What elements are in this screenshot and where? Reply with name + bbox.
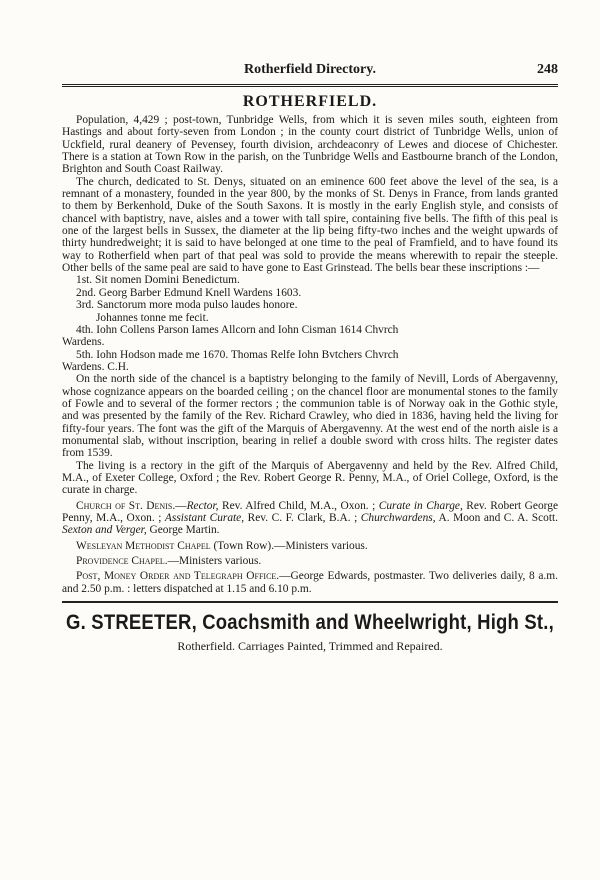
rector-label: Rector, bbox=[186, 499, 219, 512]
inscription-2: 2nd. Georg Barber Edmund Knell Wardens 1603. bbox=[76, 286, 302, 299]
running-head bbox=[62, 60, 558, 80]
church-heading: Church of St. Denis. bbox=[76, 499, 176, 512]
entry-church bbox=[62, 500, 558, 537]
church-text-6: George Martin. bbox=[146, 524, 220, 537]
inscription-5: 5th. Iohn Hodson made me 1670. Thomas Relfe Iohn Bvtchers Chvrch bbox=[76, 348, 399, 361]
church-text-5: A. Moon and C. A. Scott. bbox=[435, 512, 558, 524]
inscription-1: 1st. Sit nomen Domini Benedictum. bbox=[76, 274, 240, 287]
directory-page bbox=[62, 60, 558, 654]
inscription-4-continued: Wardens. bbox=[62, 336, 105, 349]
paragraph-church: The church, dedicated to St. Denys, situated on an eminence 600 feet above the level of the sea, is a remnant of a monastery, founded in the year 800, by the monks of St. Denys in France, from lands granted to them by Berkenhold, Duke of the South Saxons. It is mostly in the early English style, and consists of chancel with baptistry, nave, aisles and a tower with tall spire, containing five bells. The fifth of this peal is one of the largest bells in Sussex, the diameter at the lip being fifty-two inches and the weight upwards of thirty hundredweight; it is said to have belonged at one time to the peal of Framfield, and to have found its way to Rotherfield when part of that peal was sold to provide the means wherewith to repair the steeple. Other bells of the same peal are said to have gone to East Grinstead. The bells bear these inscriptions :— bbox=[62, 175, 558, 275]
advert-rule bbox=[62, 601, 558, 603]
church-text-2: Rev. Alfred Child, M.A., Oxon. ; bbox=[218, 499, 379, 512]
place-title: ROTHERFIELD. bbox=[242, 93, 378, 110]
church-text-4: Rev. C. F. Clark, B.A. ; bbox=[244, 512, 361, 524]
curate-label: Curate in Charge, bbox=[378, 499, 463, 512]
wesleyan-text: (Town Row).—Ministers various. bbox=[210, 539, 368, 552]
running-head-title: Rotherfield Directory. bbox=[244, 62, 376, 77]
entry-wesleyan bbox=[62, 540, 558, 552]
inscription-4: 4th. Iohn Collens Parson Iames Allcorn and Iohn Cisman 1614 Chvrch bbox=[76, 323, 399, 336]
post-office-heading: Post, Money Order and Telegraph Office. bbox=[76, 570, 280, 583]
wesleyan-heading: Wesleyan Methodist Chapel bbox=[76, 539, 211, 552]
advert-subtitle: Rotherfield. Carriages Painted, Trimmed and Repaired. bbox=[177, 639, 443, 654]
providence-text: —Ministers various. bbox=[167, 555, 262, 568]
providence-heading: Providence Chapel. bbox=[76, 555, 168, 568]
church-text-3: Rev. Robert George Penny, M.A., Oxon. ; bbox=[62, 499, 559, 524]
page-number: 248 bbox=[537, 62, 558, 77]
bell-inscriptions bbox=[62, 274, 558, 373]
assistant-curate-label: Assistant Curate, bbox=[164, 512, 245, 524]
paragraph-chancel: On the north side of the chancel is a baptistry belonging to the family of Nevill, Lords of Abergavenny, whose cognizance appears on the boarded ceiling ; on the chancel floor are monumental stones to the family of Fowle and to several of the former rectors ; the communion table is of Norway oak in the Gothic style, and was presented by the family of the Rev. Richard Crawley, who died in 1836, having held the living for fifty-four years. The font was the gift of the Marquis of Abergavenny. At the west end of the north aisle is a monumental slab, without inscription, bearing in relief a double sword with cross hilts. The register dates from 1539. bbox=[62, 373, 558, 460]
header-rule bbox=[62, 84, 558, 87]
entry-providence bbox=[62, 555, 558, 567]
paragraph-population: Population, 4,429 ; post-town, Tunbridge Wells, from which it is seven miles south, eighteen from Hastings and about forty-seven from London ; in the county court district of Tunbridge Wells, union of Uckfield, rural deanery of Pevensey, fourth division, archdeaconry of Lewes and diocese of Chichester. There is a station at Town Row in the parish, on the Tunbridge Wells and Eastbourne branch of the London, Brighton and South Coast Railway. bbox=[62, 114, 558, 176]
inscription-3-continued: Johannes tonne me fecit. bbox=[96, 311, 209, 324]
advert-title: G. STREETER, Coachsmith and Wheelwright, High St., bbox=[66, 609, 554, 634]
churchwardens-label: Churchwardens, bbox=[360, 512, 436, 524]
sexton-label: Sexton and Verger, bbox=[62, 524, 147, 537]
paragraph-living: The living is a rectory in the gift of the Marquis of Abergavenny and held by the Rev. Alfred Child, M.A., of Exeter College, Oxford ; the Rev. Robert George R. Penny, M.A., of Oriel College, Oxford, is the curate in charge. bbox=[62, 459, 558, 497]
church-text-1: — bbox=[175, 499, 187, 512]
inscription-5-continued: Wardens. C.H. bbox=[62, 360, 129, 373]
entry-post-office bbox=[62, 570, 558, 595]
inscription-3: 3rd. Sanctorum more moda pulso laudes honore. bbox=[76, 299, 298, 312]
post-office-text: —George Edwards, postmaster. Two deliveries daily, 8 a.m. and 2.50 p.m. : letters dispatched at 1.15 and 6.10 p.m. bbox=[62, 570, 558, 595]
